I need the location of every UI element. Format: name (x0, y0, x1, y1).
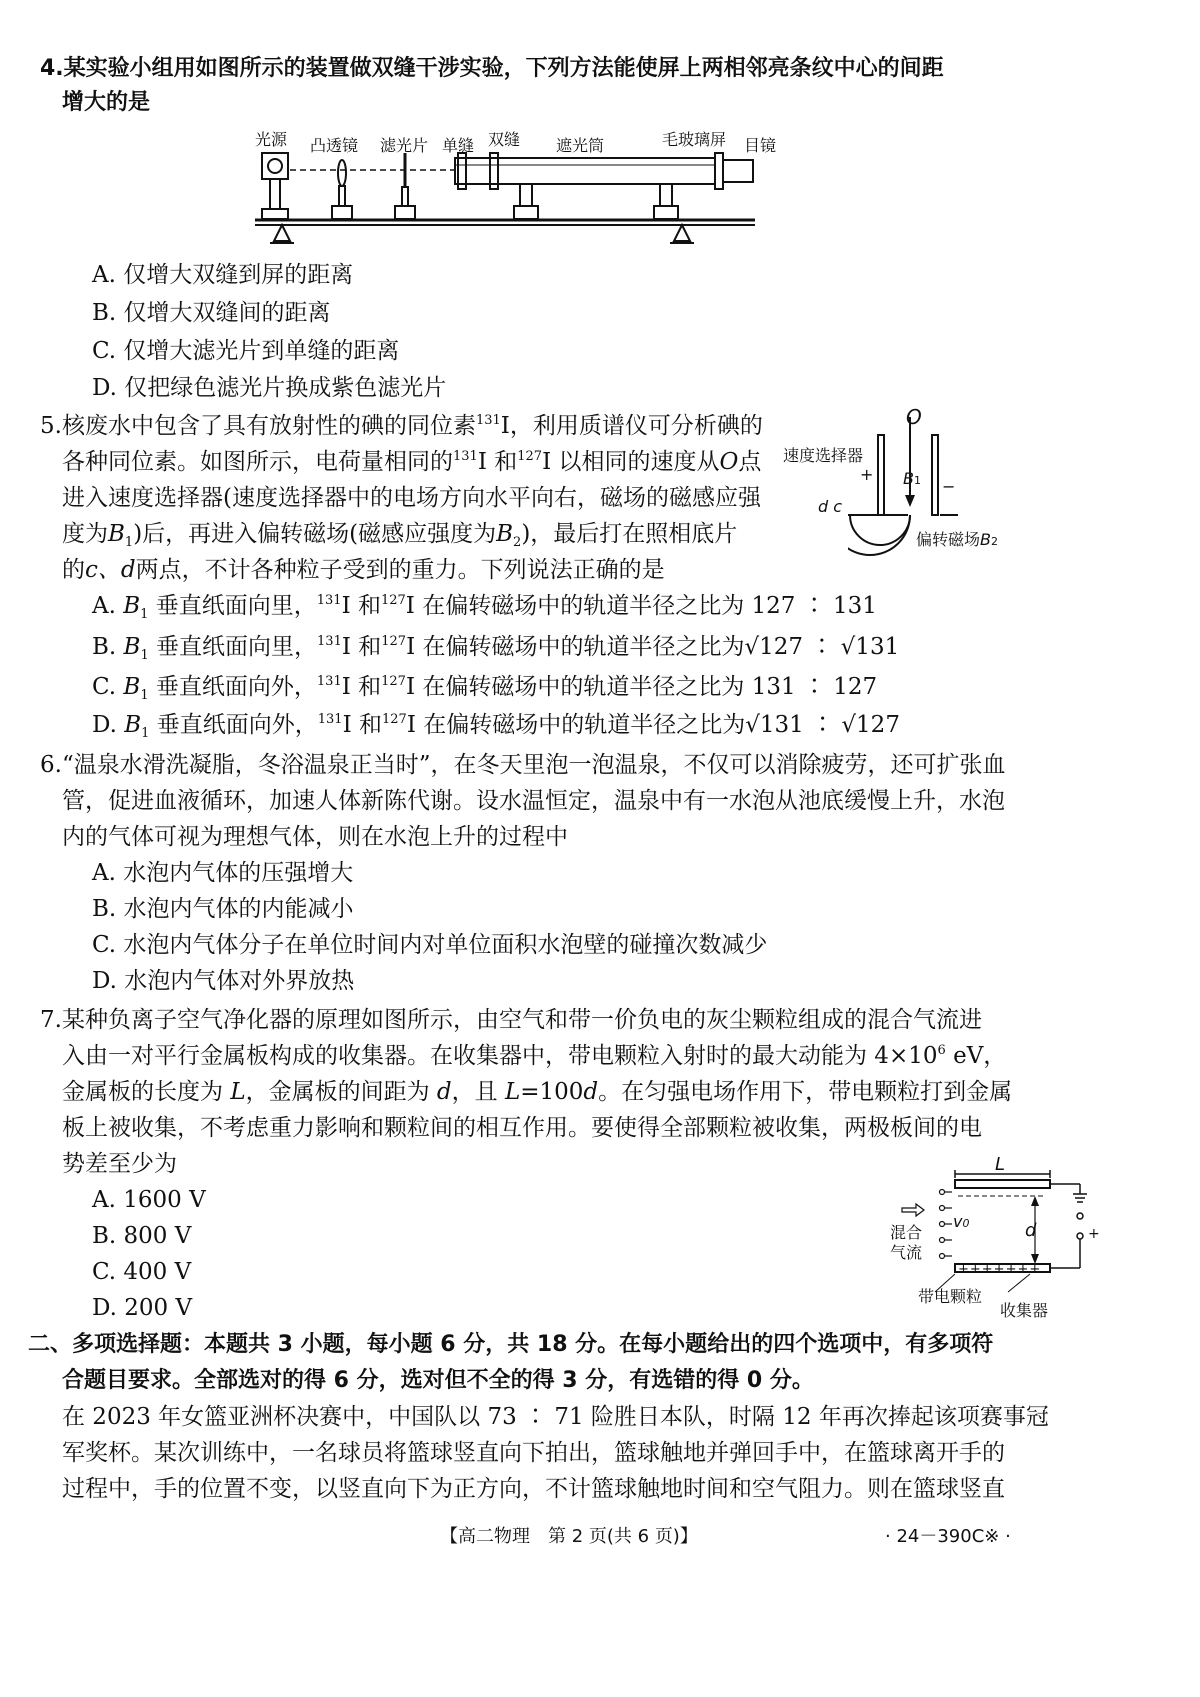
q6-option-c: C. 水泡内气体分子在单位时间内对单位面积水泡壁的碰撞次数减少 (92, 932, 768, 958)
q6-option-b: B. 水泡内气体的内能减小 (92, 896, 354, 922)
q5-line1: 5.核废水中包含了具有放射性的碘的同位素$^{131}$I，利用质谱仪可分析碘的 (40, 413, 763, 439)
q5-figure-dc: d c (818, 497, 843, 516)
q4-option-c: C. 仅增大滤光片到单缝的距离 (92, 338, 400, 364)
q7-option-c: C. 400 V (92, 1259, 192, 1285)
q7-line3: 金属板的长度为 L，金属板的间距为 d，且 L=100d。在匀强电场作用下，带电颗粒打到金属 (62, 1079, 1013, 1105)
q7-line2: 入由一对平行金属板构成的收集器。在收集器中，带电颗粒入射时的最大动能为 $4\times 10^6$ eV， (62, 1043, 1007, 1069)
q7-figure-plus: + (1088, 1226, 1100, 1242)
q7-figure-mixed2: 气流 (890, 1243, 923, 1262)
q5-figure-mass-spectrometer (783, 405, 1098, 595)
q4-option-b: B. 仅增大双缝间的距离 (92, 300, 331, 326)
q4-label-filter: 滤光片 (380, 136, 429, 155)
q4-label-double-slit: 双缝 (488, 130, 521, 149)
q7-figure-mixed1: 混合 (890, 1223, 923, 1242)
q7-figure-d: d (1025, 1220, 1037, 1241)
section2-paragraph-line3: 过程中，手的位置不变，以竖直向下为正方向，不计篮球触地时间和空气阻力。则在篮球竖直 (62, 1476, 1005, 1502)
q4-option-a: A. 仅增大双缝到屏的距离 (92, 262, 354, 288)
footer-page-info: 【高二物理 第 2 页(共 6 页)】 (440, 1526, 698, 1547)
q5-option-b: B. $B_1$ 垂直纸面向里，$^{131}$I 和$^{127}$I 在偏转磁场中的轨道半径之比为√127 ∶ √131 (92, 634, 900, 663)
q7-line5: 势差至少为 (62, 1151, 177, 1177)
q7-figure-particles-label: 带电颗粒 (918, 1287, 983, 1306)
section2-header-line1: 二、多项选择题：本题共 3 小题，每小题 6 分，共 18 分。在每小题给出的四个选项中，有多项符 (28, 1332, 994, 1357)
q5-figure-B1: B1 (903, 469, 921, 488)
q6-option-a: A. 水泡内气体的压强增大 (92, 860, 354, 886)
q7-figure-plus-row: +++++++ (958, 1262, 1042, 1277)
q4-option-d: D. 仅把绿色滤光片换成紫色滤光片 (92, 375, 447, 401)
q6-line1: 6.“温泉水滑洗凝脂，冬浴温泉正当时”，在冬天里泡一泡温泉，不仅可以消除疲劳，还可扩张血 (40, 752, 1006, 778)
q6-option-d: D. 水泡内气体对外界放热 (92, 968, 355, 994)
q5-figure-deflect-label: 偏转磁场B2 (916, 530, 998, 549)
q7-option-d: D. 200 V (92, 1295, 193, 1321)
q6-line2: 管，促进血液循环，加速人体新陈代谢。设水温恒定，温泉中有一水泡从池底缓慢上升，水泡 (62, 788, 1005, 814)
q5-line3: 进入速度选择器(速度选择器中的电场方向水平向右，磁场的磁感应强 (62, 485, 761, 511)
section2-paragraph-line2: 军奖杯。某次训练中，一名球员将篮球竖直向下拍出，篮球触地并弹回手中，在篮球离开手的 (62, 1440, 1005, 1466)
q5-figure-selector-label: 速度选择器 (783, 446, 864, 465)
q7-line4: 板上被收集，不考虑重力影响和颗粒间的相互作用。要使得全部颗粒被收集，两极板间的电 (62, 1115, 982, 1141)
q4-label-screen: 毛玻璃屏 (662, 130, 727, 149)
q4-figure-interference-apparatus (250, 125, 790, 255)
section2-paragraph-line1: 在 2023 年女篮亚洲杯决赛中，中国队以 73 ∶ 71 险胜日本队，时隔 12 年再次捧起该项赛事冠 (62, 1404, 1049, 1430)
q5-option-d: D. $B_1$ 垂直纸面向外，$^{131}$I 和$^{127}$I 在偏转磁场中的轨道半径之比为√131 ∶ √127 (92, 712, 900, 741)
q5-figure-plus: + (860, 465, 874, 484)
q5-line5: 的c、d两点，不计各种粒子受到的重力。下列说法正确的是 (62, 557, 665, 583)
section2-header-line2: 合题目要求。全部选对的得 6 分，选对但不全的得 3 分，有选错的得 0 分。 (62, 1368, 814, 1393)
q5-line4: 度为$B_1$)后，再进入偏转磁场(磁感应强度为$B_2$)，最后打在照相底片 (62, 521, 738, 550)
q5-option-a: A. $B_1$ 垂直纸面向里，$^{131}$I 和$^{127}$I 在偏转磁场中的轨道半径之比为 127 ∶ 131 (92, 593, 877, 622)
q5-figure-O: O (906, 405, 922, 429)
q4-label-tube: 遮光筒 (556, 136, 605, 155)
q5-option-c: C. $B_1$ 垂直纸面向外，$^{131}$I 和$^{127}$I 在偏转磁场中的轨道半径之比为 131 ∶ 127 (92, 674, 878, 703)
q4-stem-line2: 增大的是 (62, 90, 151, 115)
q4-label-eyepiece: 目镜 (744, 136, 777, 155)
q6-line3: 内的气体可视为理想气体，则在水泡上升的过程中 (62, 824, 568, 850)
q7-option-a: A. 1600 V (92, 1187, 206, 1213)
q7-figure-collector-label: 收集器 (1000, 1301, 1049, 1320)
q7-line1: 7.某种负离子空气净化器的原理如图所示，由空气和带一价负电的灰尘颗粒组成的混合气流进 (40, 1007, 982, 1033)
q4-label-convex-lens: 凸透镜 (310, 136, 359, 155)
q7-figure-v0: v0 (953, 1212, 970, 1231)
q5-line2: 各种同位素。如图所示，电荷量相同的$^{131}$I 和$^{127}$I 以相同的速度从O点 (62, 449, 762, 475)
q5-figure-minus: − (942, 477, 956, 496)
q7-figure-L: L (995, 1154, 1006, 1175)
q7-option-b: B. 800 V (92, 1223, 192, 1249)
q7-figure-collector (880, 1154, 1100, 1320)
q4-label-light-source: 光源 (255, 130, 288, 149)
q5-figure-svg (848, 405, 1098, 595)
q4-label-single-slit: 单缝 (442, 136, 475, 155)
q4-stem-line1: 4.某实验小组用如图所示的装置做双缝干涉实验，下列方法能使屏上两相邻亮条纹中心的间距 (40, 56, 944, 81)
footer-code: · 24－390C※ · (885, 1526, 1011, 1547)
